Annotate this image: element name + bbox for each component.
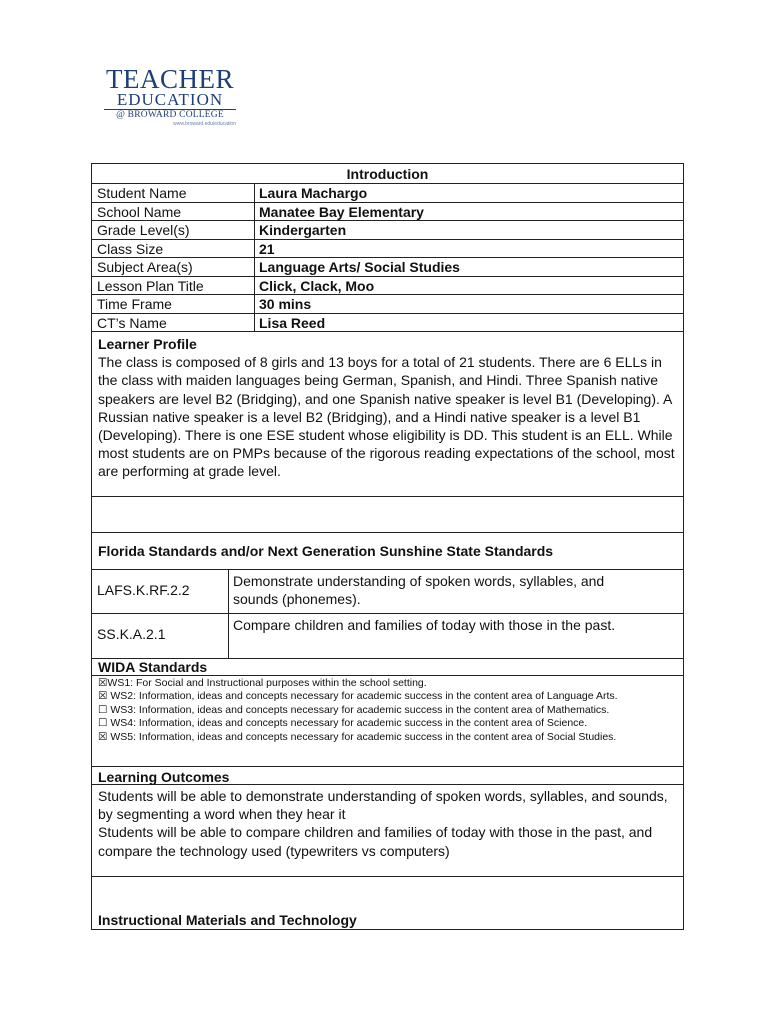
logo-line-college: @ BROWARD COLLEGE bbox=[104, 109, 236, 121]
checkbox-icon[interactable]: ☒ bbox=[98, 690, 108, 703]
checkbox-icon[interactable]: ☒ bbox=[98, 677, 108, 689]
table-row bbox=[92, 277, 683, 295]
learning-outcome-2: Students will be able to compare children and families of today with those in the past, and compare the technology used (typewriters vs computers) bbox=[98, 824, 653, 859]
row-label: Grade Level(s) bbox=[97, 222, 190, 238]
teacher-education-logo bbox=[104, 66, 236, 128]
wida-item: ☐ WS3: Information, ideas and concepts necessary for academic success in the content area of Mathematics. bbox=[98, 703, 610, 716]
row-label: Lesson Plan Title bbox=[97, 278, 204, 294]
standard-row bbox=[92, 614, 683, 659]
table-row bbox=[92, 184, 683, 203]
table-row bbox=[92, 295, 683, 314]
row-value: Lisa Reed bbox=[259, 315, 326, 331]
row-label: Student Name bbox=[97, 185, 187, 201]
checkbox-icon[interactable]: ☒ bbox=[98, 730, 108, 743]
logo-line-teacher: TEACHER bbox=[106, 64, 234, 94]
wida-standards-list bbox=[92, 676, 683, 767]
standard-row bbox=[92, 570, 683, 614]
introduction-heading: Introduction bbox=[346, 166, 429, 182]
table-row bbox=[92, 314, 683, 332]
row-value: 21 bbox=[259, 241, 275, 257]
wida-item: ☒WS1: For Social and Instructional purposes within the school setting. bbox=[98, 677, 427, 689]
learner-profile-heading: Learner Profile bbox=[98, 336, 197, 352]
row-label: School Name bbox=[97, 204, 182, 220]
wida-item: ☒ WS5: Information, ideas and concepts necessary for academic success in the content area of Social Studies. bbox=[98, 730, 617, 743]
wida-heading: WIDA Standards bbox=[98, 659, 208, 675]
lesson-plan-table bbox=[91, 163, 684, 930]
wida-item: ☒ WS2: Information, ideas and concepts necessary for academic success in the content area of Language Arts. bbox=[98, 690, 618, 703]
learning-outcomes-section bbox=[92, 785, 683, 877]
table-row bbox=[92, 258, 683, 277]
row-label: Time Frame bbox=[97, 296, 172, 312]
standards-heading-row bbox=[92, 533, 683, 570]
standards-heading: Florida Standards and/or Next Generation Sunshine State Standards bbox=[98, 543, 554, 559]
learner-profile-text: The class is composed of 8 girls and 13 boys for a total of 21 students. There are 6 ELLs in the class with maiden languages being German, Spanish, and Hindi. Three Spanish native speakers are level B2 (Bridging), and one Spanish native speaker is level B1 (Developing). A Russian native speaker is a level B2 (Bridging), and a Hindi native speaker is a level B1 (Developing). There is one ESE student whose eligibility is DD. This student is an ELL. While most students are on PMPs because of the rigorous reading expectations of the school, most are performing at grade level. bbox=[98, 354, 675, 480]
row-label: Subject Area(s) bbox=[97, 259, 193, 275]
row-label: CT’s Name bbox=[97, 315, 167, 331]
row-value: Language Arts/ Social Studies bbox=[259, 259, 460, 275]
wida-heading-row bbox=[92, 659, 683, 676]
row-value: Manatee Bay Elementary bbox=[259, 204, 424, 220]
row-value: Kindergarten bbox=[259, 222, 347, 238]
checkbox-icon[interactable]: ☐ bbox=[98, 703, 108, 716]
empty-row bbox=[92, 497, 683, 533]
row-value: Laura Machargo bbox=[259, 185, 368, 201]
row-value: 30 mins bbox=[259, 296, 312, 312]
logo-line-education: EDUCATION bbox=[116, 90, 224, 109]
row-value: Click, Clack, Moo bbox=[259, 278, 375, 294]
learning-outcomes-heading-row bbox=[92, 767, 683, 785]
checkbox-icon[interactable]: ☐ bbox=[98, 717, 108, 730]
learner-profile-section bbox=[92, 332, 683, 497]
standard-code: LAFS.K.RF.2.2 bbox=[97, 582, 190, 598]
standard-description: Demonstrate understanding of spoken words, syllables, and sounds (phonemes). bbox=[233, 573, 605, 607]
standard-code: SS.K.A.2.1 bbox=[97, 626, 166, 642]
wida-item: ☐ WS4: Information, ideas and concepts necessary for academic success in the content area of Science. bbox=[98, 717, 588, 730]
row-label: Class Size bbox=[97, 241, 164, 257]
instructional-materials-heading: Instructional Materials and Technology bbox=[98, 912, 357, 928]
table-row bbox=[92, 203, 683, 221]
table-row bbox=[92, 240, 683, 258]
standard-description: Compare children and families of today with those in the past. bbox=[233, 617, 616, 633]
instructional-materials-section bbox=[92, 877, 683, 929]
logo-url: www.broward.edu/education bbox=[173, 121, 236, 127]
learning-outcome-1: Students will be able to demonstrate understanding of spoken words, syllables, and sounds, by segmenting a word when they hear it bbox=[98, 788, 668, 823]
learning-outcomes-heading: Learning Outcomes bbox=[98, 769, 230, 785]
introduction-heading-row bbox=[92, 164, 683, 184]
table-row bbox=[92, 221, 683, 240]
